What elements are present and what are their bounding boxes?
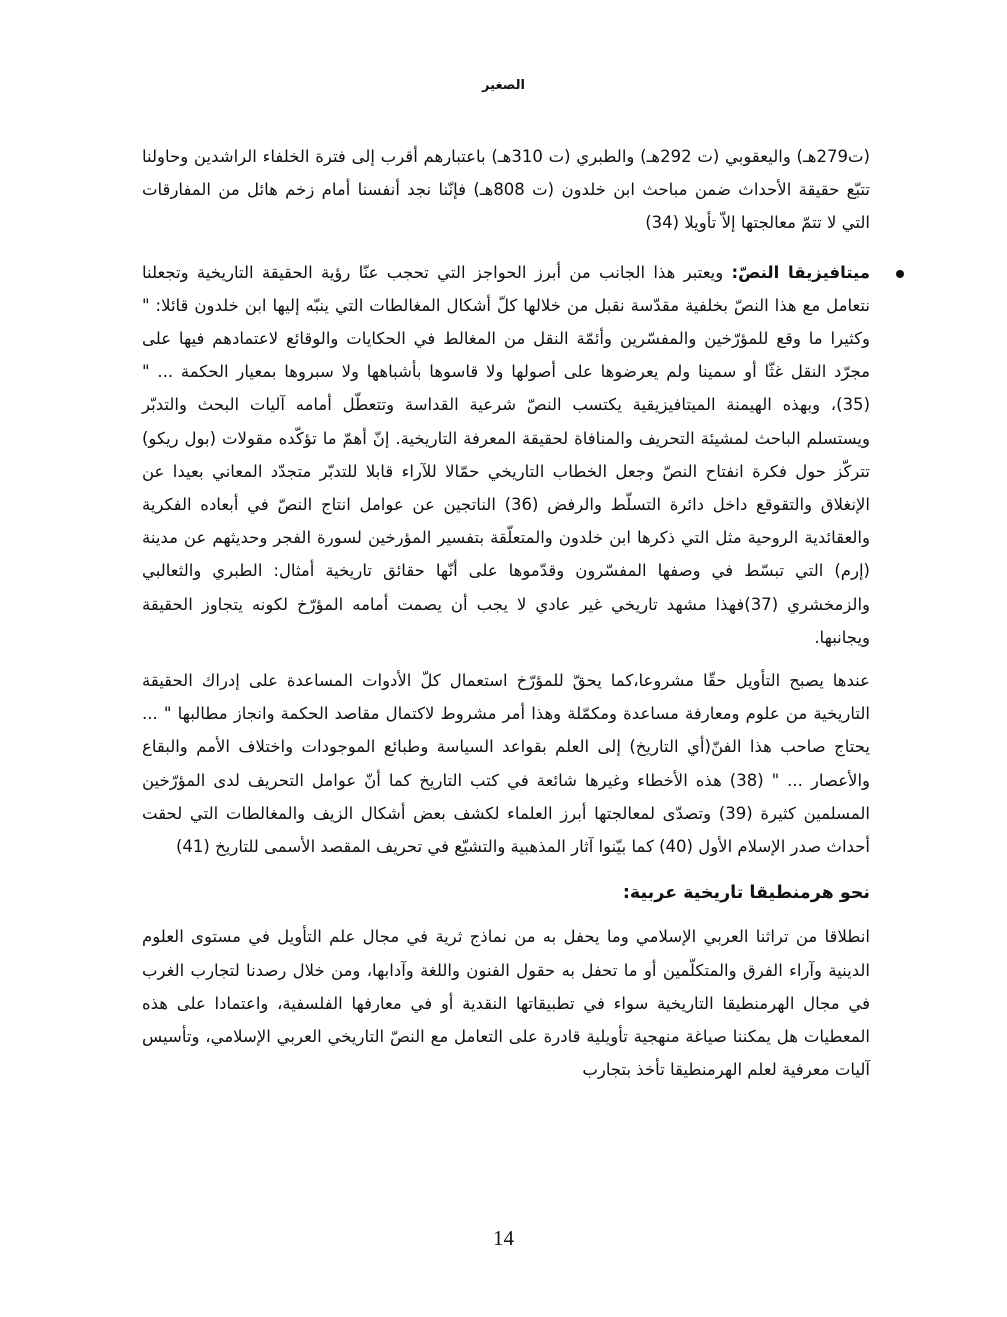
page-content: [142, 140, 870, 1086]
bullet-dot-icon: [896, 270, 904, 278]
bullet-paragraph: [142, 256, 870, 654]
bullet-item: [142, 256, 870, 654]
bullet-term: ميتافيزيقا النصّ:: [731, 262, 870, 282]
running-header: الصغير: [482, 78, 525, 93]
section-heading: نحو هرمنطيقا تاريخية عربية:: [622, 883, 870, 904]
last-paragraph: انطلاقا من تراثنا العربي الإسلامي وما يحفل به من نماذج ثرية في مجال علم التأويل في مستوى العلوم الدينية وآراء الفرق والمتكلّمين أو ما تحفل به حقول الفنون واللغة وآدابها، ومن خلال رصدنا لتجارب الغرب في مجال الهرمنطيقا التاريخية سواء في تطبيقاتها النقدية أو في معارفها الفلسفية، واعتمادا على هذه المعطيات هل يمكننا صياغة منهجية تأويلية قادرة على التعامل مع النصّ التاريخي العربي الإسلامي، وتأسيس آليات معرفية لعلم الهرمنطيقا تأخذ بتجارب: [142, 927, 870, 1080]
intro-paragraph: (ت279هـ) واليعقوبي (ت 292هـ) والطبري (ت 310هـ) باعتبارهم أقرب إلى فترة الخلفاء الراشدين وحاولنا تتبّع حقيقة الأحداث ضمن مباحث ابن خلدون (ت 808هـ) فإنّنا نجد أنفسنا أمام زخم هائل من المفارقات التي لا تتمّ معالجتها إلاّ تأويلا (34): [142, 147, 870, 233]
second-paragraph: عندها يصبح التأويل حقّا مشروعا،كما يحقّ للمؤرّخ استعمال كلّ الأدوات المساعدة على إدراك الحقيقة التاريخية من علوم ومعارفة مساعدة ومكمّلة وهذا أمر مشروط لاكتمال مقاصد الحكمة وانجاز مطالبها " ... يحتاج صاحب هذا الفنّ(أي التاريخ) إلى العلم بقواعد السياسة وطبائع الموجودات واختلاف الأمم والبقاع والأعصار ... " (38) هذه الأخطاء وغيرها شائعة في كتب التاريخ كما أنّ عوامل التحريف لدى المؤرّخين المسلمين كثيرة (39) وتصدّى لمعالجتها أبرز العلماء لكشف بعض أشكال الزيف والمغالطات التي لحقت أحداث صدر الإسلام الأول (40) كما بيّنوا آثار المذهبية والتشيّع في تحريف المقصد الأسمى للتاريخ (41): [142, 671, 870, 857]
page-number: 14: [493, 1226, 514, 1250]
bullet-text: ويعتبر هذا الجانب من أبرز الحواجز التي تحجب عنّا رؤية الحقيقة التاريخية وتجعلنا نتعامل مع هذا النصّ بخلفية مقدّسة نقبل من خلالها كلّ أشكال المغالطات التي ينبّه إليها ابن خلدون قائلا: " وكثيرا ما وقع للمؤرّخين والمفسّرين وأئمّة النقل من المغالط في الحكايات والوقائع لاعتمادهم فيها على مجرّد النقل غثّا أو سمينا ولم يعرضوها على أصولها ولا قاسوها بأشباهها ولا سبروها بمعيار الحكمة ... " (35)، وبهذه الهيمنة الميتافيزيقية يكتسب النصّ شرعية القداسة وتتعطّل أمامه آليات البحث والتدبّر ويستسلم الباحث لمشيئة التحريف والمنافاة لحقيقة المعرفة التاريخية. إنّ أهمّ ما تؤكّده مقولات (بول ريكو) تتركّز حول فكرة انفتاح النصّ وجعل الخطاب التاريخي حمّالا للآراء قابلا للتدبّر متجدّد المعاني بعيدا عن الإنغلاق والتقوقع داخل دائرة التسلّط والرفض (36) الناتجين عن عوامل انتاج النصّ في أبعاده الفكرية والعقائدية الروحية مثل التي ذكرها ابن خلدون والمتعلّقة بتفسير المؤرخين لسورة الفجر وحديثهم عن مدينة (إرم) التي تبسّط في وصفها المفسّرون وقدّموها على أنّها حقائق تاريخية أمثال: الطبري والثعالبي والزمخشري (37)فهذا مشهد تاريخي غير عادي لا يجب أن يصمت أمامه المؤرّخ لكونه يتجاوز الحقيقة ويجانبها.: [142, 262, 871, 647]
